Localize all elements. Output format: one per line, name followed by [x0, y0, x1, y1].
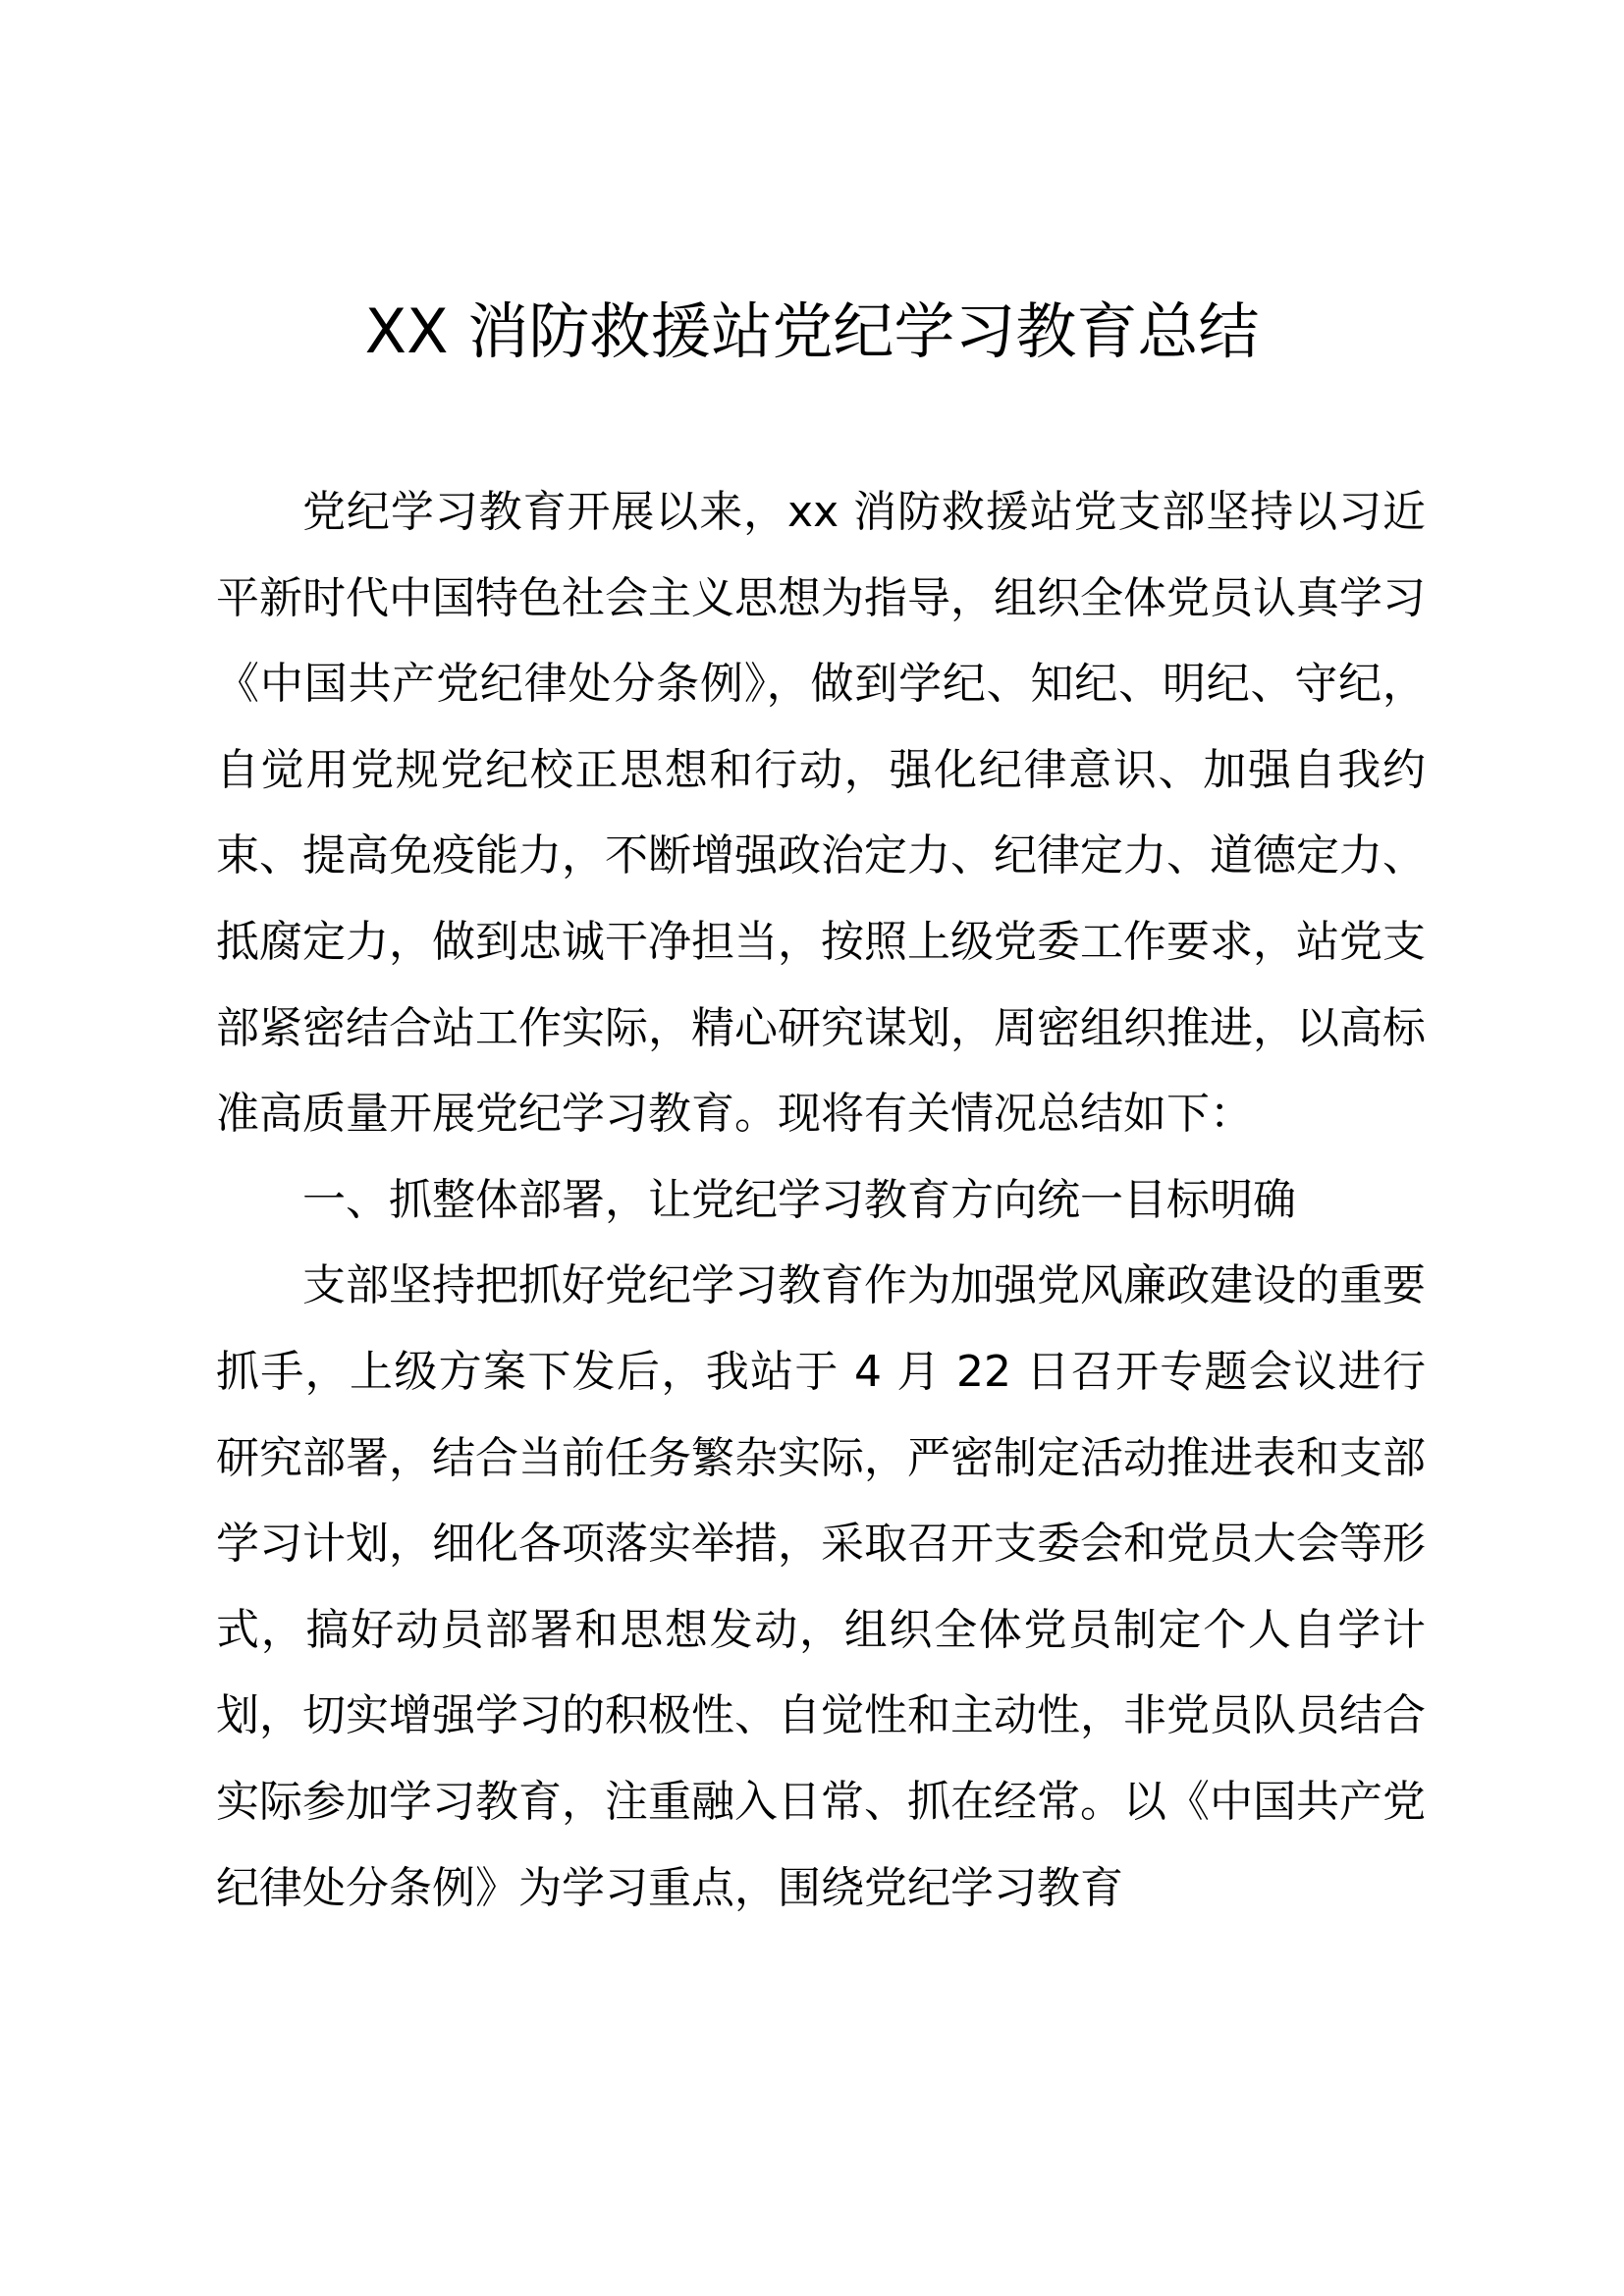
section-heading-1: 一、抓整体部署，让党纪学习教育方向统一目标明确 [302, 1174, 1296, 1225]
intro-paragraph: 党纪学习教育开展以来，xx 消防救援站党支部坚持以习近平新时代中国特色社会主义思想为指导，组织全体党员认真学习《中国共产党纪律处分条例》，做到学纪、知纪、明纪、守纪，自觉用党规党纪校正思想和行动，强化纪律意识、加强自我约束、提高免疫能力，不断增强政治定力、纪律定力、道德定力、抵腐定力，做到忠诚干净担当，按照上级党委工作要求，站党支部紧密结合站工作实际，精心研究谋划，周密组织推进，以高标准高质量开展党纪学习教育。现将有关情况总结如下： [216, 487, 1426, 1140]
document-title: XX 消防救援站党纪学习教育总结 [364, 295, 1260, 367]
document-body [216, 469, 1426, 1931]
section-1-paragraph: 支部坚持把抓好党纪学习教育作为加强党风廉政建设的重要抓手，上级方案下发后，我站于 4 月 22 日召开专题会议进行研究部署，结合当前任务繁杂实际，严密制定活动推进表和支部学习计划，细化各项落实举措，采取召开支委会和党员大会等形式，搞好动员部署和思想发动，组织全体党员制定个人自学计划，切实增强学习的积极性、自觉性和主动性，非党员队员结合实际参加学习教育，注重融入日常、抓在经常。以《中国共产党纪律处分条例》为学习重点，围绕党纪学习教育 [216, 1260, 1426, 1913]
